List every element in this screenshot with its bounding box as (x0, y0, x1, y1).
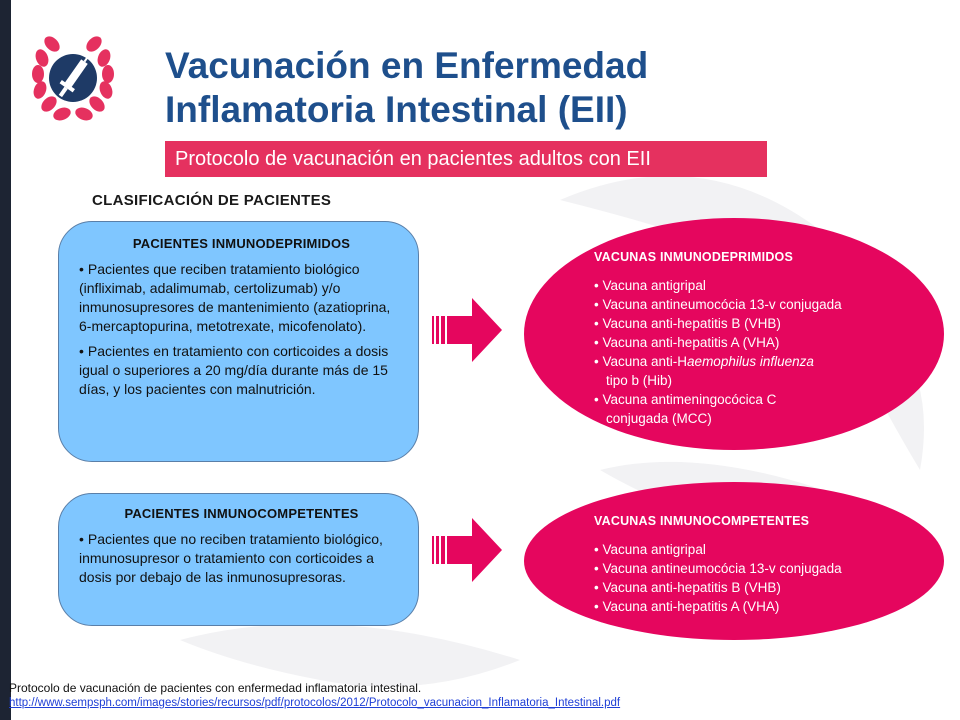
bullet-icon: • (594, 335, 599, 350)
list-item-text: Vacuna antimeningocócica C (602, 392, 777, 407)
right-arrow-icon (432, 298, 502, 362)
list-item (79, 342, 404, 399)
footer-note: Protocolo de vacunación de pacientes con enfermedad inflamatoria intestinal. (9, 681, 422, 695)
bullet-icon: • (594, 599, 599, 614)
bullet-icon: • (594, 580, 599, 595)
list-item-continuation: conjugada (MCC) (606, 411, 712, 426)
bullet-icon: • (594, 354, 599, 369)
list-item-text: Vacuna antineumocócia 13-v conjugada (602, 561, 842, 576)
protocol-banner (165, 141, 767, 177)
vaccines-immunocompetent-ellipse (524, 482, 944, 640)
vaccines-immunocompetent-heading: VACUNAS INMUNOCOMPETENTES (594, 514, 810, 528)
list-item (594, 295, 944, 314)
list-item-text: Vacuna anti-hepatitis A (VHA) (602, 335, 780, 350)
list-item-text: Pacientes en tratamiento con corticoides a dosis igual o superiores a 20 mg/día durante más de 15 días, y los pacientes con malnutrición. (79, 343, 389, 397)
immunocompetent-heading: PACIENTES INMUNOCOMPETENTES (124, 506, 359, 521)
immunosuppressed-patients-box (58, 221, 419, 462)
vaccines-immunosuppressed-ellipse (524, 218, 944, 450)
syringe-laurel-logo-icon (30, 28, 116, 124)
bullet-icon: • (79, 261, 84, 277)
vaccines-immunosuppressed-list (594, 276, 944, 428)
list-item (594, 276, 944, 295)
bullet-icon: • (594, 561, 599, 576)
immunosuppressed-list (79, 260, 404, 399)
classification-heading: CLASIFICACIÓN DE PACIENTES (92, 192, 332, 209)
list-item (594, 578, 944, 597)
hib-italic: aemophilus influenza (687, 354, 814, 369)
list-item-text: Vacuna anti-hepatitis B (VHB) (602, 316, 781, 331)
hib-prefix: Vacuna anti-H (602, 354, 688, 369)
right-arrow-icon (432, 518, 502, 582)
list-item-text: Vacuna antigripal (602, 278, 706, 293)
bullet-icon: • (594, 316, 599, 331)
slide-title-line-2: Inflamatoria Intestinal (EII) (165, 89, 628, 130)
list-item (79, 530, 404, 587)
list-item (594, 390, 944, 409)
vaccines-immunosuppressed-heading: VACUNAS INMUNODEPRIMIDOS (594, 250, 794, 264)
bullet-icon: • (594, 542, 599, 557)
protocol-banner-text: Protocolo de vacunación en pacientes adultos con EII (175, 148, 651, 170)
slide-title (165, 44, 805, 132)
list-item-text: Vacuna anti-hepatitis B (VHB) (602, 580, 781, 595)
list-item (79, 260, 404, 336)
list-item-text: Vacuna antineumocócia 13-v conjugada (602, 297, 842, 312)
list-item-text: Pacientes que reciben tratamiento biológico (infliximab, adalimumab, certolizumab) y/o inmunosupresores de mantenimiento (azatioprina, 6-mercaptopurina, metotrexate, micofenolato). (79, 261, 391, 334)
list-item (594, 540, 944, 559)
bullet-icon: • (594, 278, 599, 293)
bullet-icon: • (79, 343, 84, 359)
list-item (594, 597, 944, 616)
list-item-continuation: tipo b (Hib) (606, 373, 673, 388)
list-item-text: Pacientes que no reciben tratamiento biológico, inmunosupresor o tratamiento con corticoides a dosis por debajo de las inmunosupresoras. (79, 531, 383, 585)
vaccines-immunocompetent-list (594, 540, 944, 616)
slide-title-line-1: Vacunación en Enfermedad (165, 45, 649, 86)
list-item (594, 314, 944, 333)
immunocompetent-list (79, 530, 404, 587)
bullet-icon: • (594, 392, 599, 407)
bullet-icon: • (79, 531, 84, 547)
immunosuppressed-heading: PACIENTES INMUNODEPRIMIDOS (132, 236, 351, 251)
list-item-text: Vacuna anti-hepatitis A (VHA) (602, 599, 780, 614)
list-item (594, 352, 944, 371)
list-item (594, 333, 944, 352)
bullet-icon: • (594, 297, 599, 312)
list-item-text: Vacuna antigripal (602, 542, 706, 557)
immunocompetent-patients-box (58, 493, 419, 626)
list-item (594, 559, 944, 578)
source-link[interactable]: http://www.sempsph.com/images/stories/recursos/pdf/protocolos/2012/Protocolo_vacunacion_Inflamatoria_Intestinal.pdf (9, 697, 621, 709)
